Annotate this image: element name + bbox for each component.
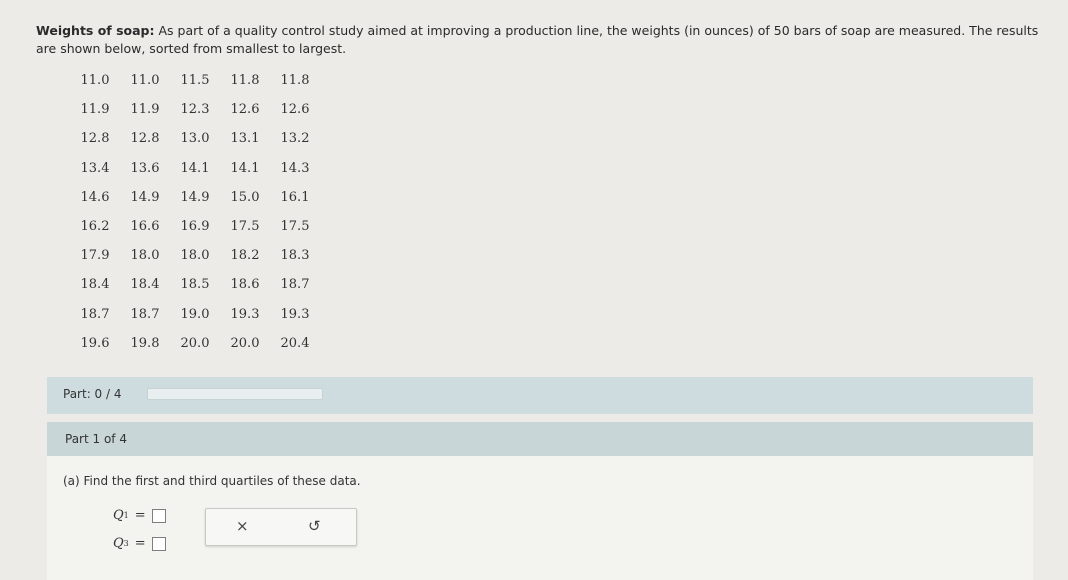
data-cell: 19.3: [280, 306, 310, 322]
data-cell: 11.5: [180, 73, 210, 89]
data-cell: 17.5: [280, 219, 310, 235]
data-cell: 11.8: [230, 73, 260, 89]
data-cell: 18.4: [130, 277, 160, 293]
problem-text: As part of a quality control study aimed at improving a production line, the weights (in ounces) of 50 bars of soap are measured. The results are shown below, sorted from smallest to largest.: [36, 23, 1039, 56]
data-cell: 18.0: [130, 248, 160, 264]
data-cell: 12.8: [80, 131, 110, 147]
data-cell: 17.9: [80, 248, 110, 264]
data-row: [70, 212, 320, 241]
data-cell: 11.8: [280, 73, 310, 89]
q1-row: [113, 508, 166, 523]
data-cell: 13.4: [80, 160, 110, 176]
clear-icon[interactable]: ×: [236, 517, 249, 535]
data-cell: 18.7: [130, 306, 160, 322]
q1-subscript: 1: [123, 511, 129, 520]
q3-equals: =: [134, 536, 146, 551]
data-cell: 12.6: [280, 102, 310, 118]
q1-equals: =: [134, 508, 146, 523]
q1-answer-input[interactable]: [152, 509, 166, 523]
data-cell: 11.9: [80, 102, 110, 118]
part-header: [47, 422, 1033, 456]
undo-icon[interactable]: ↺: [308, 517, 321, 535]
part-progress-label: Part: 0 / 4: [63, 387, 122, 401]
data-cell: 19.8: [130, 335, 160, 351]
data-cell: 13.1: [230, 131, 260, 147]
data-cell: 12.8: [130, 131, 160, 147]
data-row: [70, 154, 320, 183]
data-cell: 11.0: [130, 73, 160, 89]
progress-bar-panel: [47, 377, 1033, 414]
data-row: [70, 329, 320, 358]
data-cell: 18.7: [80, 306, 110, 322]
data-cell: 14.1: [230, 160, 260, 176]
data-row: [70, 183, 320, 212]
data-cell: 20.4: [280, 335, 310, 351]
data-cell: 18.6: [230, 277, 260, 293]
data-cell: 18.5: [180, 277, 210, 293]
data-cell: 20.0: [230, 335, 260, 351]
data-cell: 18.7: [280, 277, 310, 293]
data-cell: 12.6: [230, 102, 260, 118]
part-header-label: Part 1 of 4: [65, 432, 127, 446]
data-cell: 17.5: [230, 219, 260, 235]
problem-title: Weights of soap:: [36, 23, 155, 38]
data-row: [70, 66, 320, 95]
q1-symbol: Q: [113, 508, 124, 523]
data-cell: 13.0: [180, 131, 210, 147]
data-cell: 14.6: [80, 189, 110, 205]
data-cell: 16.9: [180, 219, 210, 235]
data-cell: 18.4: [80, 277, 110, 293]
problem-statement: [36, 22, 1046, 58]
data-cell: 13.2: [280, 131, 310, 147]
data-cell: 19.3: [230, 306, 260, 322]
q3-subscript: 3: [123, 539, 129, 548]
data-cell: 14.9: [180, 189, 210, 205]
data-cell: 16.6: [130, 219, 160, 235]
data-cell: 16.2: [80, 219, 110, 235]
q3-symbol: Q: [113, 536, 124, 551]
data-cell: 11.9: [130, 102, 160, 118]
data-row: [70, 300, 320, 329]
data-cell: 18.2: [230, 248, 260, 264]
progress-track: [147, 388, 323, 400]
data-cell: 14.1: [180, 160, 210, 176]
data-cell: 12.3: [180, 102, 210, 118]
q3-answer-input[interactable]: [152, 537, 166, 551]
data-cell: 15.0: [230, 189, 260, 205]
question-panel: [47, 456, 1033, 580]
soap-weights-table: [70, 66, 320, 358]
data-cell: 13.6: [130, 160, 160, 176]
data-row: [70, 124, 320, 153]
answer-toolbox: [205, 508, 357, 546]
data-cell: 14.3: [280, 160, 310, 176]
data-cell: 16.1: [280, 189, 310, 205]
data-row: [70, 95, 320, 124]
data-cell: 20.0: [180, 335, 210, 351]
data-row: [70, 241, 320, 270]
data-cell: 14.9: [130, 189, 160, 205]
data-cell: 18.0: [180, 248, 210, 264]
data-cell: 18.3: [280, 248, 310, 264]
question-text: (a) Find the first and third quartiles of these data.: [63, 474, 361, 488]
data-cell: 19.6: [80, 335, 110, 351]
data-cell: 19.0: [180, 306, 210, 322]
q3-row: [113, 536, 166, 551]
data-row: [70, 270, 320, 299]
data-cell: 11.0: [80, 73, 110, 89]
